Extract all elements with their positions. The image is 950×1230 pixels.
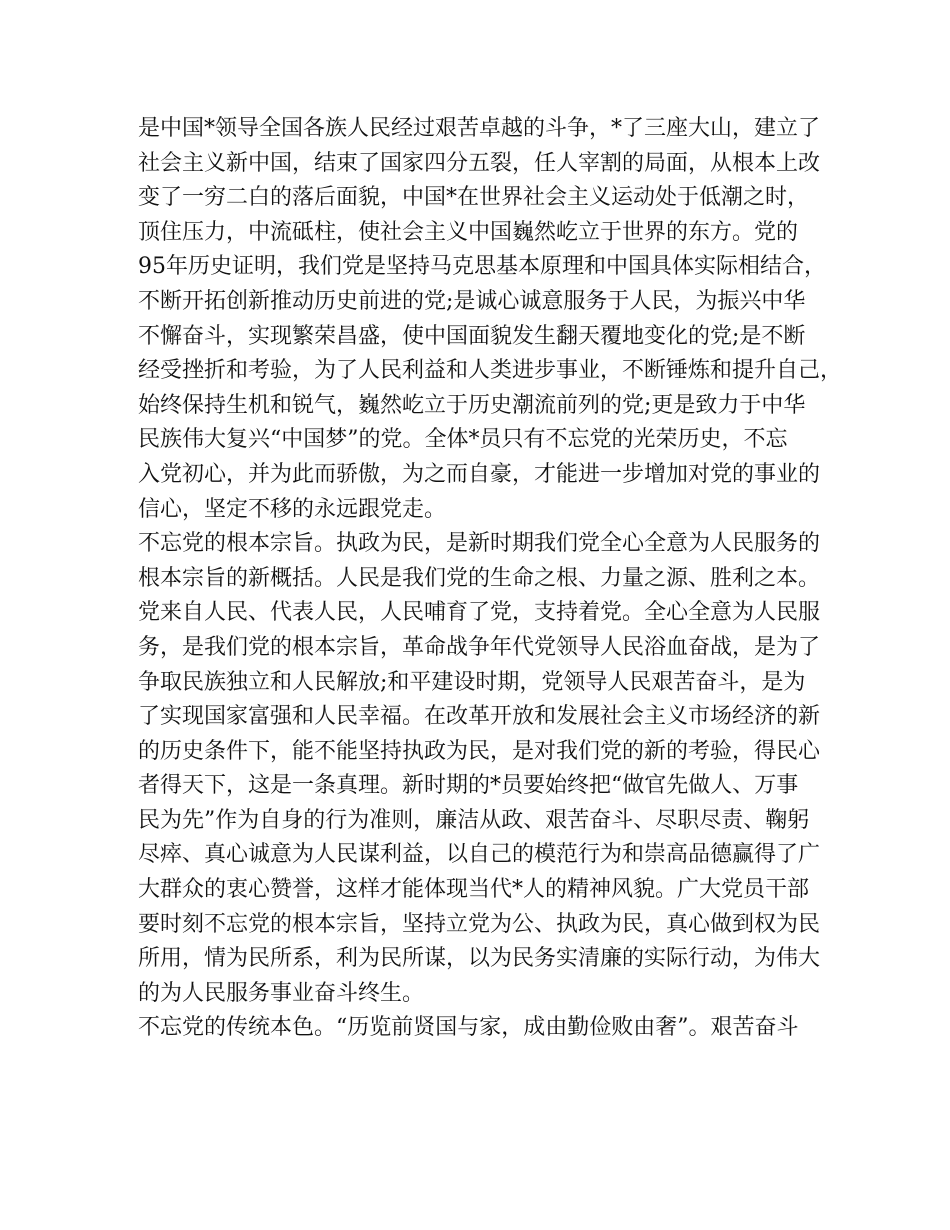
text-line: 信心，坚定不移的永远跟党走。 [138, 496, 447, 522]
text-line: 顶住压力，中流砥柱，使社会主义中国巍然屹立于世界的东方。党的 [138, 219, 799, 245]
text-line: 的历史条件下，能不能坚持执政为民，是对我们党的新的考验，得民心 [138, 738, 821, 764]
text-line: 者得天下，这是一条真理。新时期的*员要始终把“做官先做人、万事 [138, 773, 799, 799]
text-line: 不断开拓创新推动历史前进的党;是诚心诚意服务于人民，为振兴中华 [138, 288, 806, 314]
text-line: 务，是我们党的根本宗旨，革命战争年代党领导人民浴血奋战，是为了 [138, 634, 821, 660]
text-line: 入党初心，并为此而骄傲，为之而自豪，才能进一步增加对党的事业的 [138, 461, 821, 487]
text-line: 不忘党的传统本色。“历览前贤国与家，成由勤俭败由奢”。艰苦奋斗 [138, 1015, 799, 1041]
text-line: 争取民族独立和人民解放;和平建设时期，党领导人民艰苦奋斗，是为 [138, 669, 806, 695]
text-line: 大群众的衷心赞誉，这样才能体现当代*人的精神风貌。广大党员干部 [138, 877, 810, 903]
text-line: 根本宗旨的新概括。人民是我们党的生命之根、力量之源、胜利之本。 [138, 565, 821, 591]
text-line: 党来自人民、代表人民，人民哺育了党，支持着党。全心全意为人民服 [138, 600, 821, 626]
body-text [138, 112, 843, 1046]
text-line: 变了一穷二白的落后面貌，中国*在世界社会主义运动处于低潮之时， [138, 185, 810, 211]
text-line: 不懈奋斗，实现繁荣昌盛，使中国面貌发生翻天覆地变化的党;是不断 [138, 323, 806, 349]
text-line: 不忘党的根本宗旨。执政为民，是新时期我们党全心全意为人民服务的 [138, 531, 821, 557]
text-line: 是中国*领导全国各族人民经过艰苦卓越的斗争，*了三座大山，建立了 [138, 116, 821, 141]
text-line: 所用，情为民所系，利为民所谋，以为民务实清廉的实际行动，为伟大 [138, 946, 821, 972]
text-line: 民为先”作为自身的行为准则，廉洁从政、艰苦奋斗、尽职尽责、鞠躬 [138, 807, 810, 833]
text-line: 民族伟大复兴“中国梦”的党。全体*员只有不忘党的光荣历史，不忘 [138, 427, 788, 453]
text-line: 经受挫折和考验，为了人民利益和人类进步事业，不断锤炼和提升自己， [138, 358, 843, 384]
text-line: 了实现国家富强和人民幸福。在改革开放和发展社会主义市场经济的新 [138, 704, 821, 730]
text-line: 社会主义新中国，结束了国家四分五裂，任人宰割的局面，从根本上改 [138, 150, 821, 176]
text-line: 要时刻不忘党的根本宗旨，坚持立党为公、执政为民，真心做到权为民 [138, 911, 821, 937]
text-line: 的为人民服务事业奋斗终生。 [138, 980, 425, 1006]
text-line: 尽瘁、真心诚意为人民谋利益，以自己的模范行为和崇高品德赢得了广 [138, 842, 821, 868]
text-line: 95年历史证明，我们党是坚持马克思基本原理和中国具体实际相结合， [138, 254, 826, 280]
text-line: 始终保持生机和锐气，巍然屹立于历史潮流前列的党;更是致力于中华 [138, 392, 806, 418]
